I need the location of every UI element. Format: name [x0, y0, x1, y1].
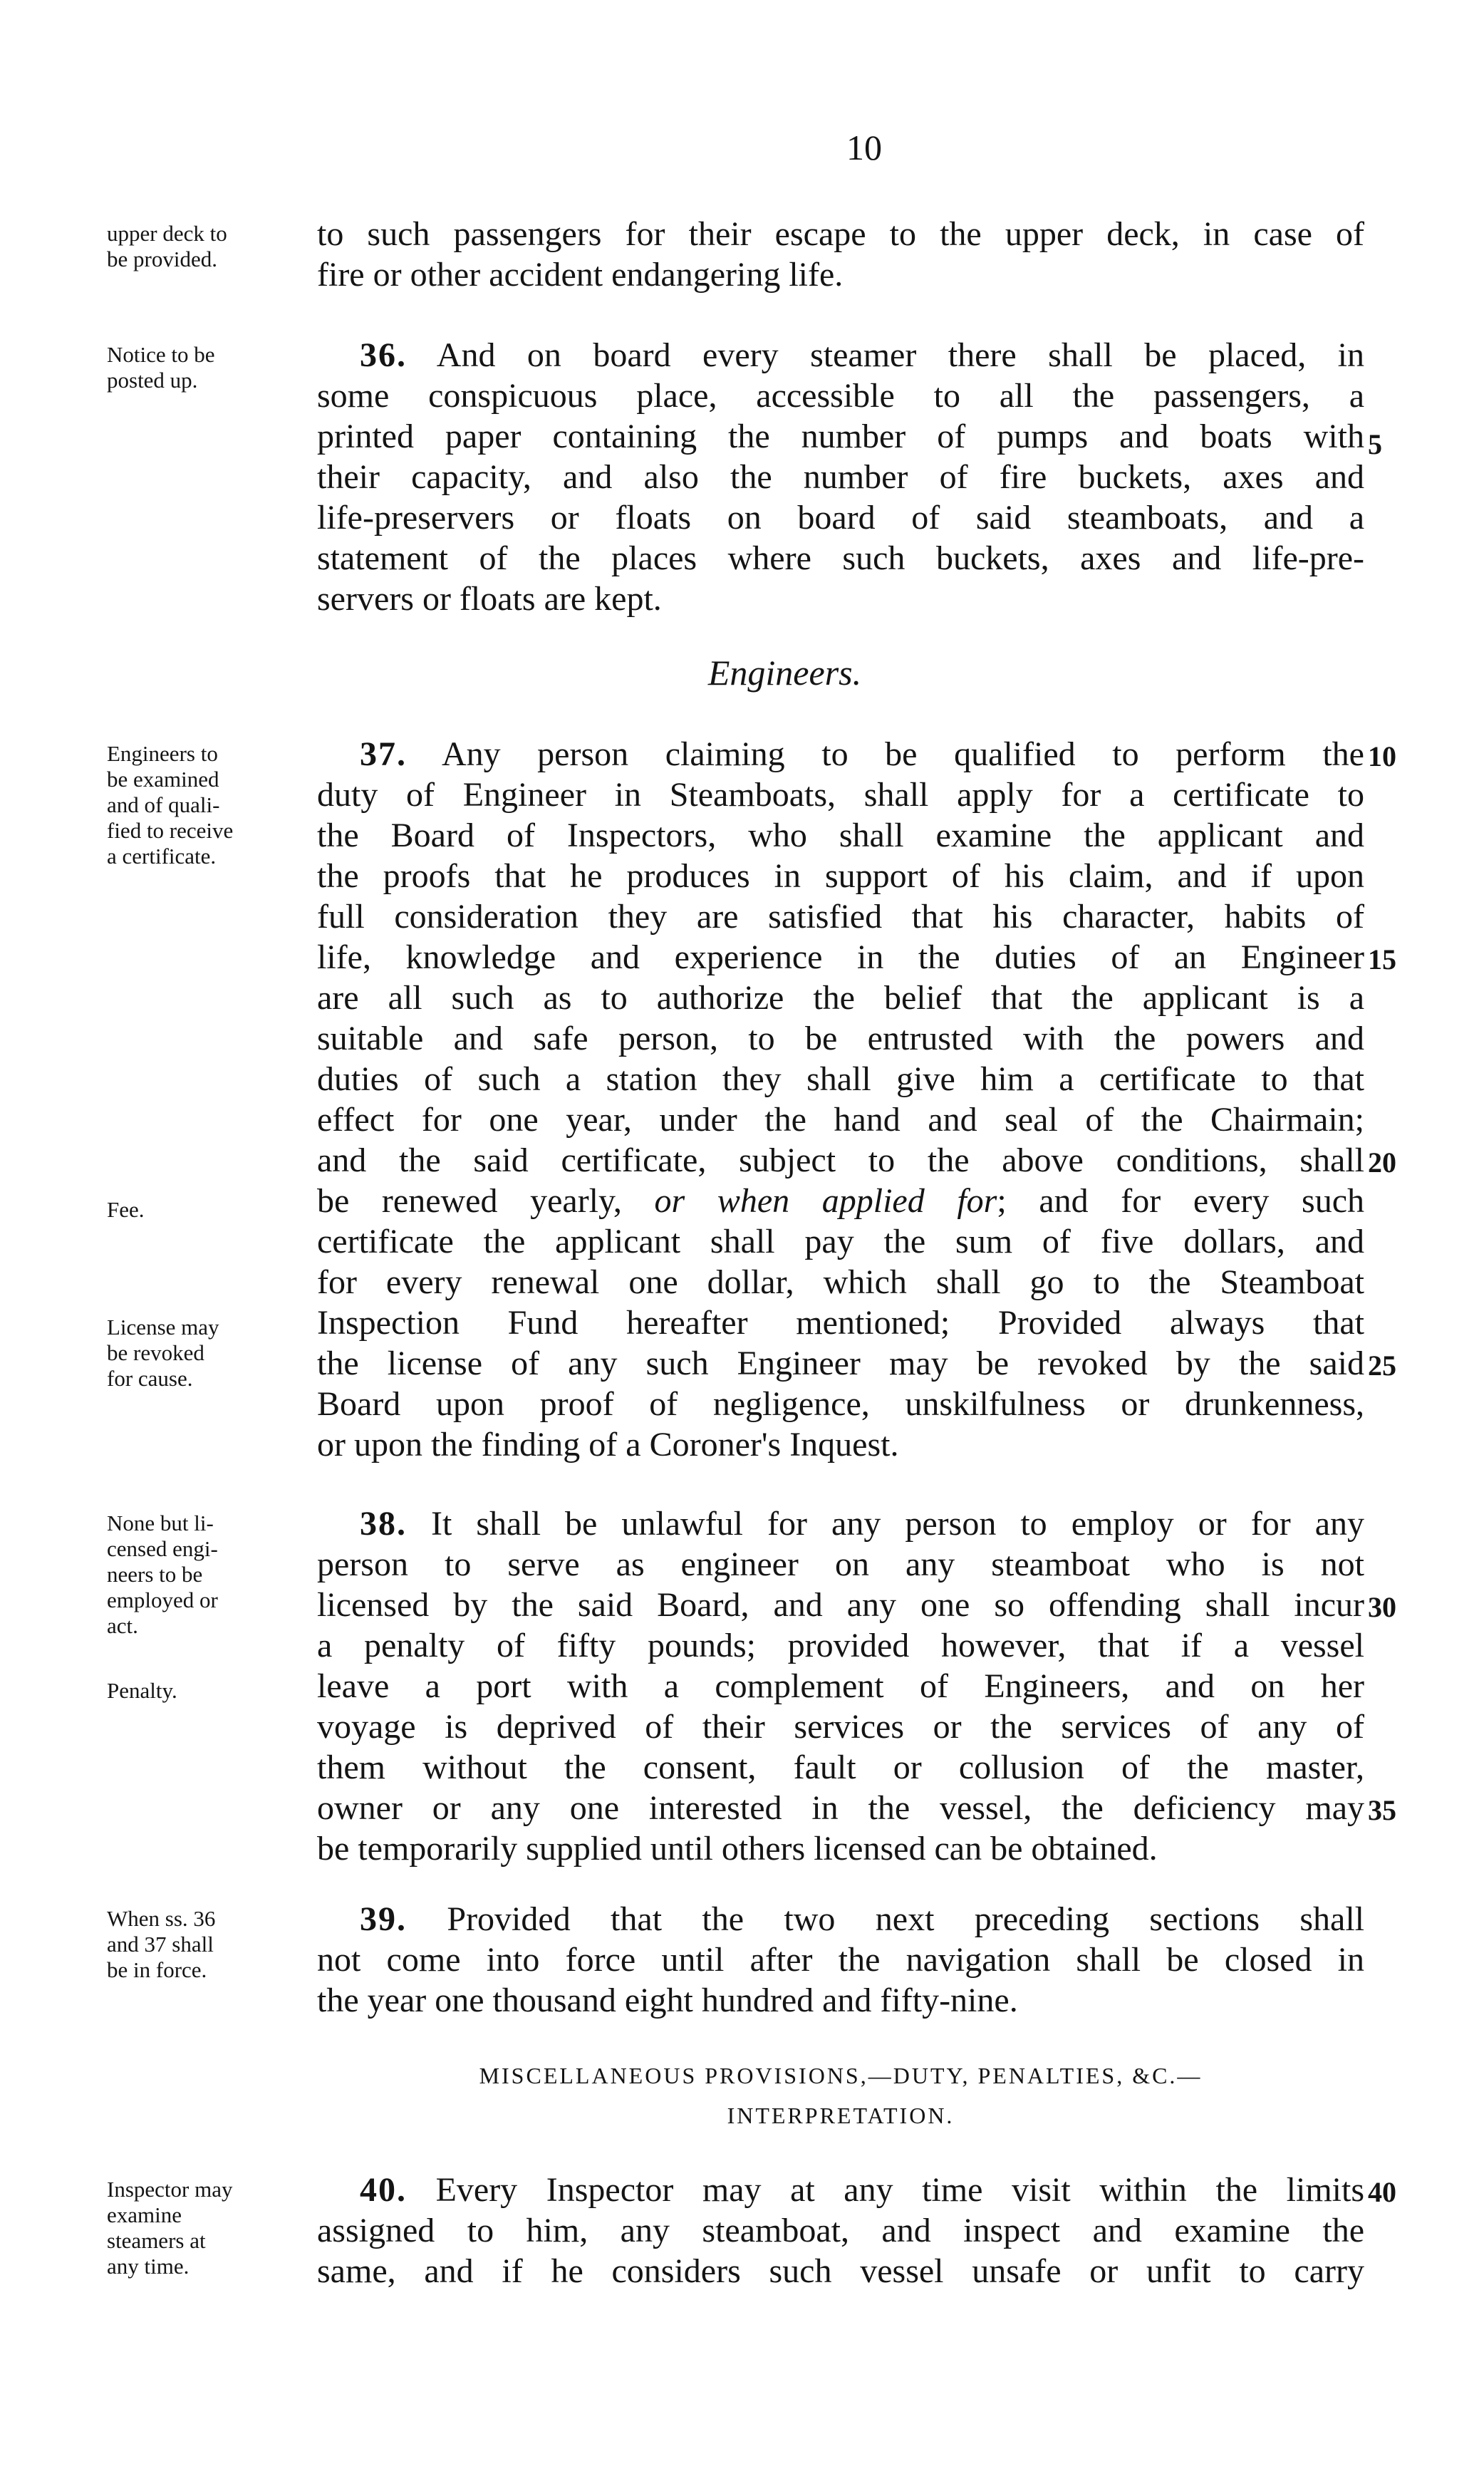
text-line: the Board of Inspectors, who shall examine the applicant and [317, 817, 1364, 854]
page-number: 10 [846, 128, 882, 167]
line-number: 20 [1368, 1146, 1396, 1179]
margin-note: upper deck to be provided. [107, 221, 227, 271]
margin-note: Fee. [107, 1197, 145, 1222]
text-line: a penalty of fifty pounds; provided however, that if a vessel [317, 1627, 1364, 1664]
section-text [317, 214, 1364, 295]
text-line: to such passengers for their escape to the upper deck, in case of [317, 215, 1364, 253]
text-line: life-preservers or floats on board of said steamboats, and a [317, 499, 1364, 537]
line-number: 40 [1368, 2176, 1396, 2208]
text-line: same, and if he considers such vessel unsafe or unfit to carry [317, 2252, 1364, 2290]
text-line: full consideration they are satisfied that his character, habits of [317, 898, 1364, 936]
line-number: 25 [1368, 1350, 1396, 1382]
margin-note: Inspector may examine steamers at any time. [107, 2177, 233, 2279]
text-line: be temporarily supplied until others licensed can be obtained. [317, 1830, 1158, 1868]
text-line: owner or any one interested in the vessel, the deficiency may [317, 1789, 1364, 1827]
line-number: 30 [1368, 1591, 1396, 1623]
heading-line: MISCELLANEOUS PROVISIONS,—DUTY, PENALTIES, &C.— [479, 2063, 1203, 2088]
text-line: Board upon proof of negligence, unskilfulness or drunkenness, [317, 1385, 1364, 1423]
section-number: 36. [360, 336, 407, 374]
text-line: fire or other accident endangering life. [317, 256, 844, 294]
text-line: certificate the applicant shall pay the sum of five dollars, and [317, 1223, 1364, 1260]
text-line: statement of the places where such buckets, axes and life-pre- [317, 539, 1364, 577]
text-line: some conspicuous place, accessible to all the passengers, a [317, 377, 1364, 415]
heading-line: INTERPRETATION. [727, 2103, 955, 2128]
section-text [317, 1899, 1364, 2021]
text-line: the license of any such Engineer may be revoked by the said [317, 1345, 1364, 1382]
text-line: 40. Every Inspector may at any time visit within the limits [360, 2171, 1365, 2209]
text-line: duties of such a station they shall give him a certificate to that [317, 1060, 1364, 1098]
text-line: them without the consent, fault or collusion of the master, [317, 1749, 1364, 1786]
line-number: 10 [1368, 740, 1396, 772]
text-line: not come into force until after the navigation shall be closed in [317, 1941, 1364, 1979]
text-line: servers or floats are kept. [317, 580, 662, 618]
margin-note: License may be revoked for cause. [107, 1315, 219, 1391]
section-number: 39. [360, 1900, 407, 1938]
margin-note: Penalty. [107, 1678, 177, 1703]
text-line: assigned to him, any steamboat, and inspect and examine the [317, 2212, 1364, 2249]
line-number: 15 [1368, 943, 1396, 975]
text-line: are all such as to authorize the belief that the applicant is a [317, 979, 1364, 1017]
text-line: 36. And on board every steamer there shall be placed, in [360, 336, 1364, 374]
text-line: voyage is deprived of their services or the services of any of [317, 1708, 1364, 1746]
text-line: effect for one year, under the hand and seal of the Chairmain; [317, 1101, 1364, 1139]
text-line: be renewed yearly, or when applied for; and for every such [317, 1182, 1365, 1220]
heading-engineers: Engineers. [707, 653, 862, 693]
section-text [317, 2170, 1364, 2291]
section-number: 37. [360, 735, 407, 773]
text-line: duty of Engineer in Steamboats, shall apply for a certificate to [317, 776, 1364, 814]
text-line: or upon the finding of a Coroner's Inquest. [317, 1426, 899, 1464]
line-number: 5 [1368, 428, 1382, 460]
section-number: 38. [360, 1505, 407, 1543]
section-text [317, 335, 1364, 619]
text-line: 38. It shall be unlawful for any person to employ or for any [360, 1505, 1365, 1543]
text-line: the year one thousand eight hundred and fifty-nine. [317, 1982, 1018, 2019]
text-line: for every renewal one dollar, which shall go to the Steamboat [317, 1263, 1364, 1301]
text-line: Inspection Fund hereafter mentioned; Provided always that [317, 1304, 1364, 1342]
line-number: 35 [1368, 1794, 1396, 1826]
text-line: 37. Any person claiming to be qualified to perform the [360, 735, 1364, 773]
text-line: the proofs that he produces in support of his claim, and if upon [317, 857, 1364, 895]
text-line: and the said certificate, subject to the above conditions, shall [317, 1141, 1364, 1179]
italic-phrase: or when applied for [654, 1182, 997, 1220]
text-line: life, knowledge and experience in the duties of an Engineer [317, 938, 1364, 976]
section-text [317, 1503, 1364, 1869]
text-line: their capacity, and also the number of fire buckets, axes and [317, 458, 1364, 496]
text-line: licensed by the said Board, and any one so offending shall incur [317, 1586, 1364, 1624]
section-text [317, 734, 1364, 1465]
section-number: 40. [360, 2171, 407, 2209]
text-line: 39. Provided that the two next preceding sections shall [360, 1900, 1365, 1938]
margin-note: Engineers to be examined and of quali- fied to receive a certificate. [107, 741, 234, 869]
text-line: person to serve as engineer on any steamboat who is not [317, 1545, 1364, 1583]
heading-miscellaneous [317, 2056, 1364, 2135]
margin-note: None but li- censed engi- neers to be employed or act. [107, 1511, 218, 1638]
text-line: leave a port with a complement of Engineers, and on her [317, 1667, 1364, 1705]
text-line: printed paper containing the number of pumps and boats with [317, 418, 1364, 455]
margin-note: Notice to be posted up. [107, 342, 215, 393]
margin-note: When ss. 36 and 37 shall be in force. [107, 1906, 216, 1982]
text-line: suitable and safe person, to be entrusted with the powers and [317, 1020, 1364, 1057]
